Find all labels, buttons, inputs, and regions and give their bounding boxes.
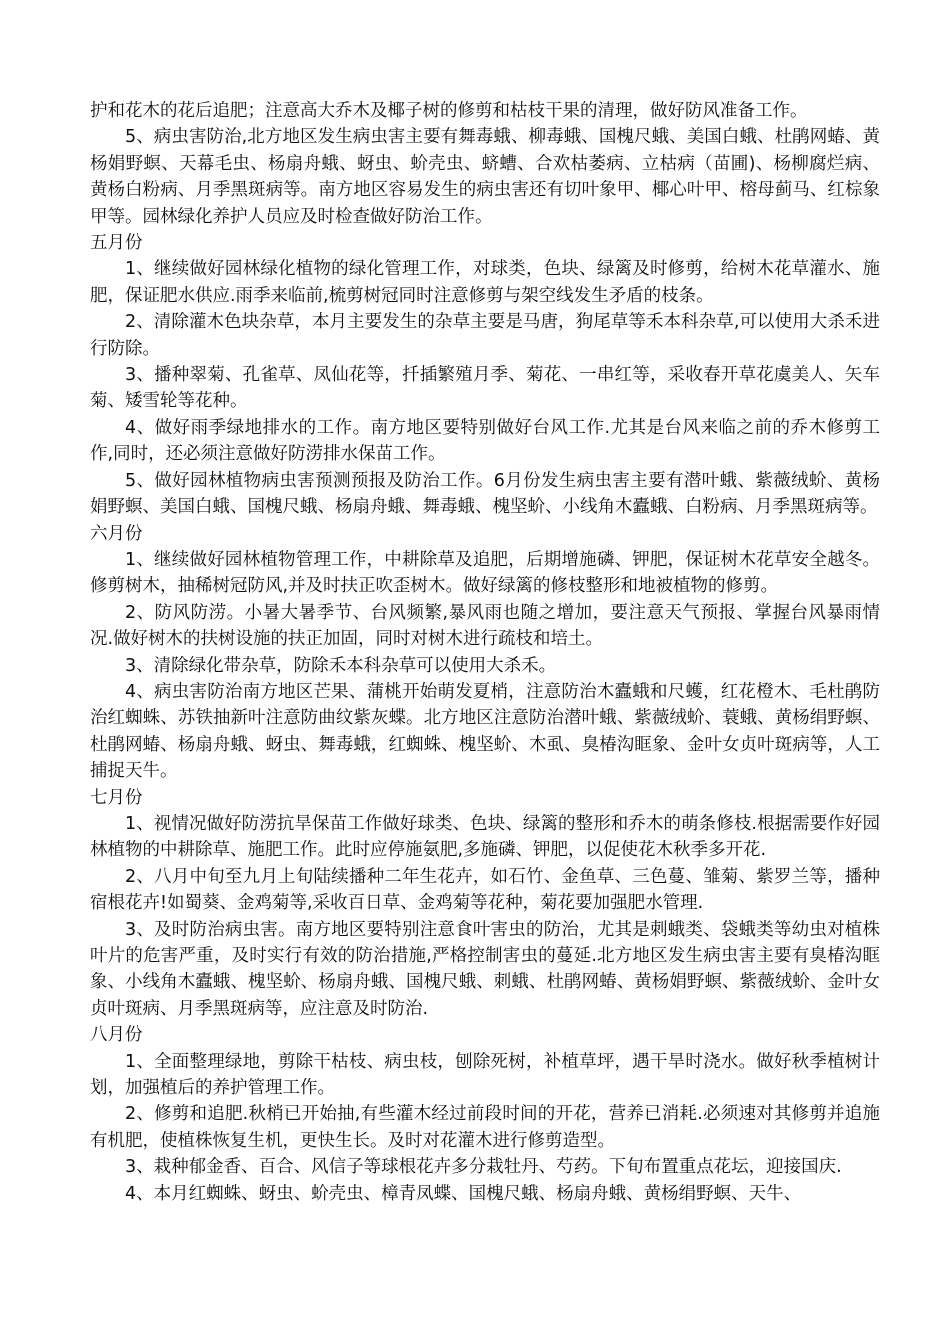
heading-june: 六月份	[90, 523, 143, 544]
paragraph-april-care-continued: 护和花木的花后追肥；注意高大乔木及椰子树的修剪和枯枝干果的清理，做好防风准备工作。	[90, 101, 808, 121]
heading-july: 七月份	[90, 787, 143, 808]
paragraph-april-pest-control: 5、病虫害防治,北方地区发生病虫害主要有舞毒蛾、柳毒蛾、国槐尺蛾、美国白蛾、杜鹃网蝽、黄杨娟野螟、天幕毛虫、杨扇舟蛾、蚜虫、蚧壳虫、蛴螬、合欢枯萎病、立枯病（苗圃)、杨柳腐烂病、黄杨白粉病、月季黑斑病等。南方地区容易发生的病虫害还有切叶象甲、椰心叶甲、榕母蓟马、红棕象甲等。园林绿化养护人员应及时检查做好防治工作。	[90, 127, 880, 227]
paragraph-may-3: 3、播种翠菊、孔雀草、凤仙花等，扦插繁殖月季、菊花、一串红等，采收春开草花虞美人、矢车菊、矮雪轮等花种。	[90, 365, 880, 412]
paragraph-may-1: 1、继续做好园林绿化植物的绿化管理工作，对球类，色块、绿篱及时修剪，给树木花草灌水、施肥，保证肥水供应.雨季来临前,梳剪树冠同时注意修剪与架空线发生矛盾的枝条。	[90, 259, 880, 306]
paragraph-june-2: 2、防风防涝。小暑大暑季节、台风频繁,暴风雨也随之增加，要注意天气预报、掌握台风暴雨情况.做好树木的扶树设施的扶正加固，同时对树木进行疏枝和培土。	[90, 602, 880, 650]
paragraph-may-5: 5、做好园林植物病虫害预测预报及防治工作。6月份发生病虫害主要有潜叶蛾、紫薇绒蚧、黄杨娟野螟、美国白蛾、国槐尺蛾、杨扇舟蛾、舞毒蛾、槐坚蚧、小线角木蠹蛾、白粉病、月季黑斑病等。	[90, 470, 880, 518]
heading-may: 五月份	[90, 233, 143, 254]
paragraph-august-2: 2、修剪和追肥.秋梢已开始抽,有些灌木经过前段时间的开花，营养已消耗.必须速对其修剪并追施有机肥，使植株恢复生机，更快生长。及时对花灌木进行修剪造型。	[90, 1104, 880, 1151]
paragraph-august-3: 3、栽种郁金香、百合、风信子等球根花卉多分栽牡丹、芍药。下旬布置重点花坛，迎接国庆.	[125, 1157, 842, 1178]
paragraph-may-4: 4、做好雨季绿地排水的工作。南方地区要特别做好台风工作.尤其是台风来临之前的乔木修剪工作,同时，还必须注意做好防涝排水保苗工作。	[90, 417, 880, 465]
document-page	[90, 98, 880, 1207]
paragraph-june-4: 4、病虫害防治南方地区芒果、蒲桃开始萌发夏梢，注意防治木蠹蛾和尺蠖，红花橙木、毛杜鹃防治红蜘蛛、苏铁抽新叶注意防曲纹紫灰蝶。北方地区注意防治潜叶蛾、紫薇绒蚧、蓑蛾、黄杨绢野螟、杜鹃网蝽、杨扇舟蛾、蚜虫、舞毒蛾，红蜘蛛、槐坚蚧、木虱、臭椿沟眶象、金叶女贞叶斑病等，人工捕捉天牛。	[90, 681, 880, 782]
heading-august: 八月份	[90, 1025, 143, 1046]
paragraph-july-3: 3、及时防治病虫害。南方地区要特别注意食叶害虫的防治，尤其是刺蛾类、袋蛾类等幼虫对植株叶片的危害严重，及时实行有效的防治措施,严格控制害虫的蔓延.北方地区发生病虫害主要有臭椿沟眶象、小线角木蠹蛾、槐坚蚧、杨扇舟蛾、国槐尺蛾、刺蛾、杜鹃网蝽、黄杨娟野螟、紫薇绒蚧、金叶女贞叶斑病、月季黑斑病等，应注意及时防治.	[90, 919, 880, 1019]
paragraph-august-4: 4、本月红蜘蛛、蚜虫、蚧壳虫、樟青凤蝶、国槐尺蛾、杨扇舟蛾、黄杨绢野螟、天牛、	[125, 1183, 802, 1204]
paragraph-june-1: 1、继续做好园林植物管理工作，中耕除草及追肥，后期增施磷、钾肥，保证树木花草安全越冬。修剪树木，抽稀树冠防风,并及时扶正吹歪树木。做好绿篱的修枝整形和地被植物的修剪。	[90, 549, 880, 597]
paragraph-july-2: 2、八月中旬至九月上旬陆续播种二年生花卉，如石竹、金鱼草、三色蔓、雏菊、紫罗兰等，播种宿根花卉!如蜀葵、金鸡菊等,采收百日草、金鸡菊等花种，菊花要加强肥水管理.	[90, 866, 880, 914]
paragraph-august-1: 1、全面整理绿地，剪除干枯枝、病虫枝，刨除死树，补植草坪，遇干旱时浇水。做好秋季植树计划，加强植后的养护管理工作。	[90, 1051, 880, 1099]
paragraph-june-3: 3、清除绿化带杂草，防除禾本科杂草可以使用大杀禾。	[125, 655, 557, 676]
paragraph-july-1: 1、视情况做好防涝抗旱保苗工作做好球类、色块、绿篱的整形和乔木的萌条修枝.根据需要作好园林植物的中耕除草、施肥工作。此时应停施氨肥,多施磷、钾肥，以促使花木秋季多开花.	[90, 813, 880, 861]
paragraph-may-2: 2、清除灌木色块杂草，本月主要发生的杂草主要是马唐，狗尾草等禾本科杂草,可以使用大杀禾进行防除。	[90, 312, 880, 359]
